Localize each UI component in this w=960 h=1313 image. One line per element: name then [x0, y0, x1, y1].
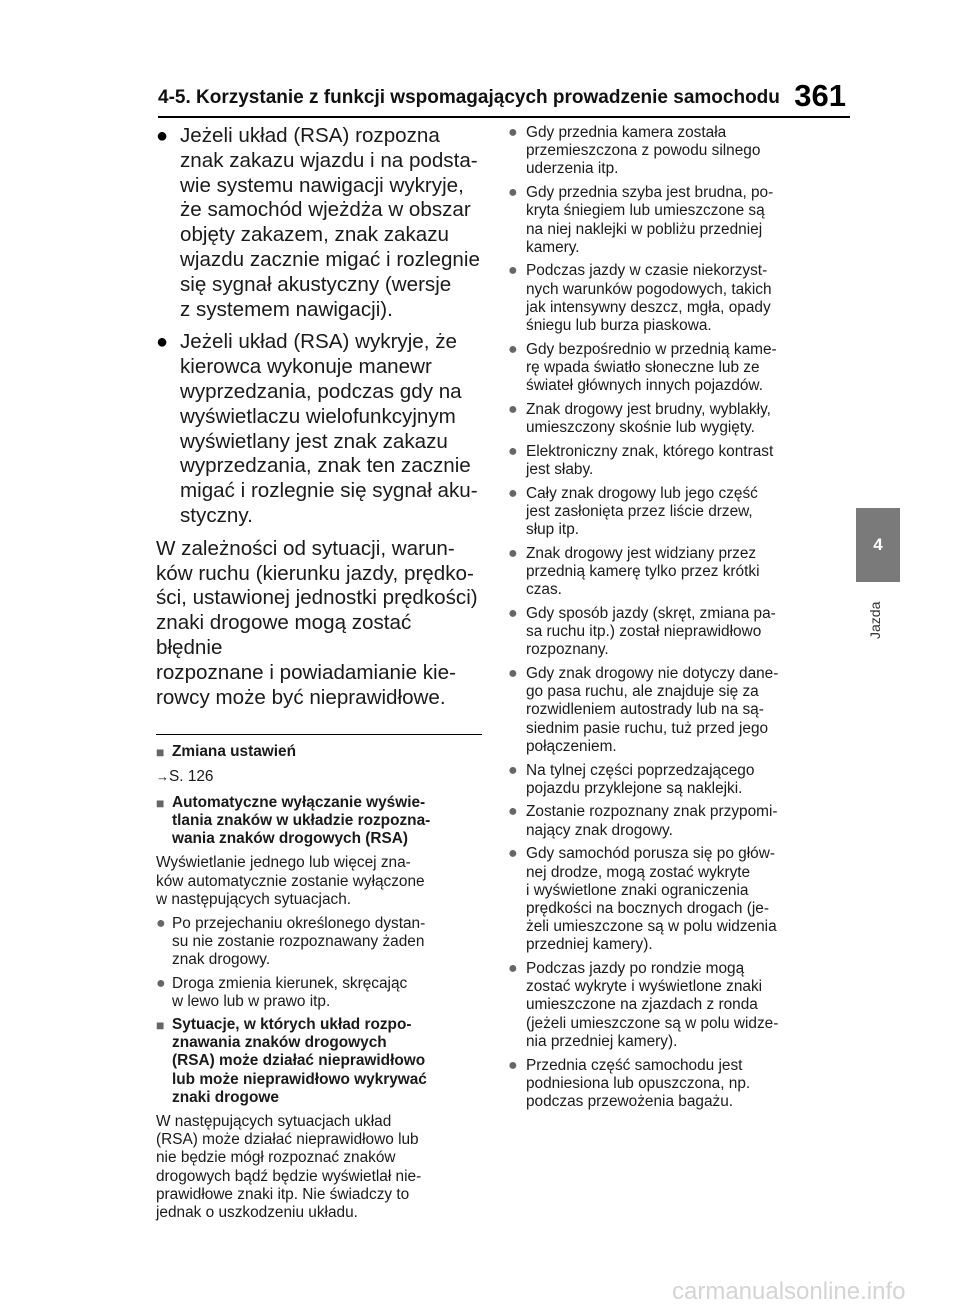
bullet-icon: ●: [508, 1056, 518, 1074]
section-paragraph: W następujących sytuacjach układ (RSA) może działać nieprawidłowo lub nie będzie mógł rozpoznać znaków drogowych bądź będzie wyświetlał nie- prawidłowe znaki itp. Nie świadczy to jednak o uszkodzeniu układu.: [156, 1112, 422, 1221]
list-item-text: Podczas jazdy po rondzie mogą zostać wykryte i wyświetlone znaki umieszczone na zjazdach z ronda (jeżeli umieszczone są w polu widze- nia przedniej kamery).: [526, 960, 779, 1050]
list-item: [508, 401, 838, 437]
bullet-icon: ●: [508, 845, 518, 863]
watermark: carmanualsonline.info: [672, 1278, 906, 1305]
chapter-tab[interactable]: [856, 508, 900, 582]
bullet-icon: ●: [508, 124, 518, 141]
list-item-text: Gdy samochód porusza się po głów- nej drodze, mogą zostać wykryte i wyświetlone znaki ograniczenia prędkości na bocznych drogach (je- żeli umieszczone są w polu widzenia przedniej kamery).: [526, 845, 777, 954]
bullet-icon: ●: [508, 184, 518, 202]
bullet-icon: ●: [508, 604, 518, 622]
chapter-tab-label: Jazda: [867, 601, 883, 639]
list-item: [508, 960, 838, 1051]
bullet-icon: ●: [508, 262, 518, 280]
section-heading: ■ Automatyczne wyłączanie wyświe- tlania znaków w układzie rozpozna- wania znaków drogowych (RSA): [156, 793, 431, 848]
arrow-right-icon: →: [156, 768, 169, 784]
page-number: 361: [794, 78, 846, 113]
square-bullet-icon: ■: [156, 794, 165, 811]
list-item-text: Cały znak drogowy lub jego część jest zasłonięta przez liście drzew, słup itp.: [526, 484, 758, 539]
list-item-text: Droga zmienia kierunek, skręcając w lewo lub w prawo itp.: [172, 974, 408, 1010]
page-reference[interactable]: [156, 768, 482, 786]
list-item-text: Gdy przednia kamera została przemieszczona z powodu silnego uderzenia itp.: [526, 124, 761, 178]
list-item-text: Jeżeli układ (RSA) rozpozna znak zakazu wjazdu i na podsta- wie systemu nawigacji wykryje, że samochód wjeżdża w obszar objęty zakazem, znak zakazu wjazdu zacznie migać i rozlegnie się sygnał akustyczny (wersje z systemem nawigacji).: [180, 124, 480, 321]
bullet-icon: ●: [156, 331, 169, 354]
list-item-text: Znak drogowy jest brudny, wyblakły, umieszczony skośnie lub wygięty.: [526, 400, 771, 437]
list-item: [508, 341, 838, 396]
bullet-icon: ●: [508, 484, 518, 502]
square-bullet-icon: ■: [156, 744, 165, 761]
list-item: [508, 665, 838, 756]
list-item-text: Zostanie rozpoznany znak przypomi- nający znak drogowy.: [526, 803, 778, 839]
list-item: [508, 803, 838, 839]
list-item: [508, 1057, 838, 1112]
list-item-text: Jeżeli układ (RSA) wykryje, że kierowca wykonuje manewr wyprzedzania, podczas gdy na wyświetlaczu wielofunkcyjnym wyświetlany jest znak zakazu wyprzedzania, znak ten zacznie migać i rozlegnie się sygnał aku- styczny.: [180, 330, 478, 527]
bullet-icon: ●: [508, 400, 518, 418]
list-item: [508, 545, 838, 600]
left-column: [156, 124, 482, 1228]
list-item: [156, 124, 482, 322]
list-item-text: Przednia część samochodu jest podniesiona lub opuszczona, np. podczas przewożenia bagażu.: [526, 1056, 751, 1110]
bullet-icon: ●: [508, 442, 518, 460]
list-item-text: Po przejechaniu określonego dystan- su nie zostanie rozpoznawany żaden znak drogowy.: [172, 914, 426, 969]
section-heading: ■ Zmiana ustawień: [156, 743, 297, 761]
list-item: [508, 605, 838, 660]
list-item: [156, 915, 482, 970]
page-reference-text: S. 126: [169, 767, 214, 785]
list-item-text: Gdy bezpośrednio w przednią kame- rę wpada światło słoneczne lub ze świateł głównych innych pojazdów.: [526, 340, 777, 395]
bullet-icon: ●: [508, 803, 518, 821]
bullet-icon: ●: [508, 960, 518, 978]
bullet-icon: ●: [508, 761, 518, 779]
section-divider: [156, 734, 482, 735]
bullet-icon: ●: [156, 914, 166, 932]
list-item-text: Znak drogowy jest widziany przez przednią kamerę tylko przez krótki czas.: [526, 544, 760, 599]
bullet-icon: ●: [156, 974, 166, 992]
chapter-tab-number: 4: [873, 535, 883, 554]
right-column: [508, 124, 838, 1117]
list-item: [508, 184, 838, 257]
list-item: [156, 975, 482, 1011]
list-item-text: Elektroniczny znak, którego kontrast jest słaby.: [526, 442, 774, 478]
section-heading: ■ Sytuacje, w których układ rozpo- znawania znaków drogowych (RSA) może działać nieprawidłowo lub może nieprawidłowo wykrywać znaki drogowe: [156, 1015, 427, 1106]
list-item-text: Podczas jazdy w czasie niekorzyst- nych warunków pogodowych, takich jak intensywny deszcz, mgła, opady śniegu lub burza piaskowa.: [526, 262, 772, 335]
chapter-title: 4-5. Korzystanie z funkcji wspomagających prowadzenie samochodu: [158, 87, 780, 108]
page-header: [158, 80, 850, 116]
list-item: [156, 330, 482, 528]
body-paragraph: W zależności od sytuacji, warun- ków ruchu (kierunku jazdy, prędko- ści, ustawionej jednostki prędkości) znaki drogowe mogą zostać błędnie rozpoznane i powiadamianie kie- rowcy może być nieprawidłowe.: [156, 536, 478, 709]
bullet-icon: ●: [508, 544, 518, 562]
bullet-icon: ●: [508, 664, 518, 682]
square-bullet-icon: ■: [156, 1016, 165, 1033]
bullet-icon: ●: [508, 340, 518, 358]
list-item-text: Gdy sposób jazdy (skręt, zmiana pa- sa ruchu itp.) został nieprawidłowo rozpoznany.: [526, 604, 776, 659]
header-rule: [158, 116, 850, 118]
section-paragraph: Wyświetlanie jednego lub więcej zna- ków automatycznie zostanie wyłączone w następujących sytuacjach.: [156, 854, 425, 908]
list-item: [508, 485, 838, 540]
list-item-text: Na tylnej części poprzedzającego pojazdu przyklejone są naklejki.: [526, 761, 755, 797]
list-item: [508, 443, 838, 479]
list-item: [508, 124, 838, 179]
list-item: [508, 845, 838, 954]
bullet-icon: ●: [156, 125, 169, 147]
list-item-text: Gdy znak drogowy nie dotyczy dane- go pasa ruchu, ale znajduje się za rozwidleniem autostrady lub na są- siednim pasie ruchu, tuż przed jego połączeniem.: [526, 664, 779, 755]
list-item: [508, 262, 838, 335]
list-item: [508, 762, 838, 798]
list-item-text: Gdy przednia szyba jest brudna, po- kryta śniegiem lub umieszczone są na niej naklejki w pobliżu przedniej kamery.: [526, 184, 774, 256]
